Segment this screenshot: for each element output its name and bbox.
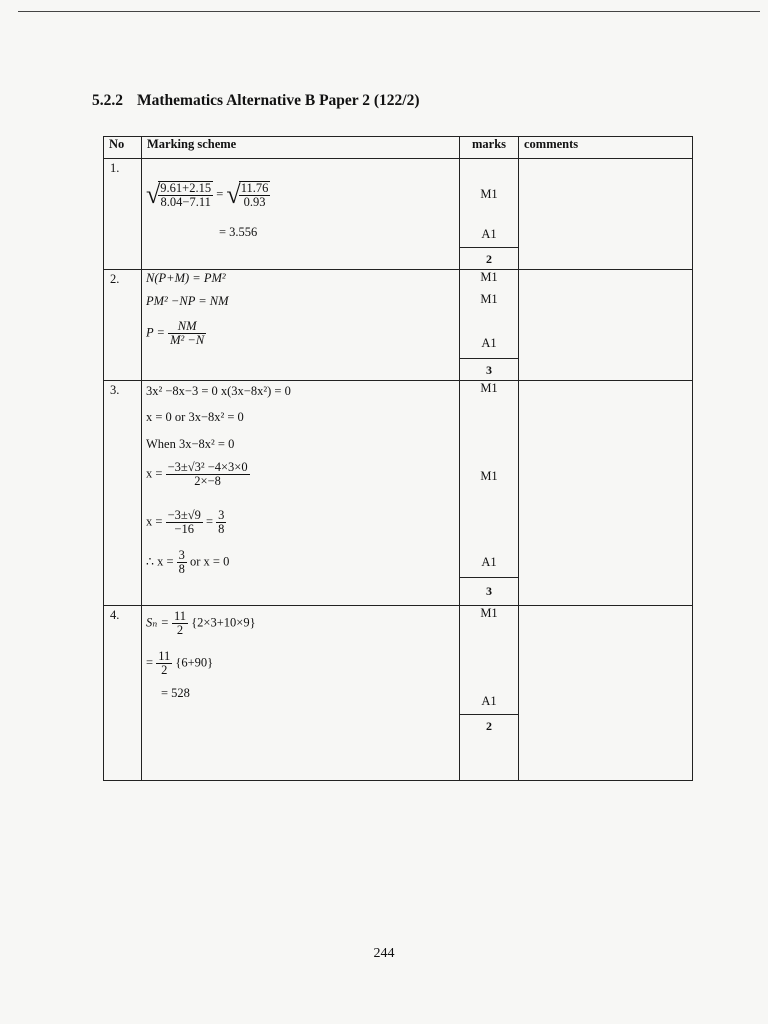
q3-r2-den: 8	[218, 522, 225, 536]
section-title: Mathematics Alternative B Paper 2 (122/2)	[137, 92, 420, 109]
q4-line1	[146, 610, 256, 637]
q2-line2: PM² −NP = NM	[146, 294, 229, 308]
q4-line3: = 528	[161, 686, 190, 700]
q3-r-lhs: x =	[146, 514, 163, 529]
q3-r-den: −16	[174, 522, 194, 536]
q3-line1: 3x² −8x−3 = 0 x(3x−8x²) = 0	[146, 384, 291, 398]
scheme-cell-4	[142, 606, 460, 781]
q3-q-den: 2×−8	[194, 474, 221, 488]
q2-p-lhs: P =	[146, 325, 165, 340]
question-number-3: 3.	[104, 381, 142, 606]
q4-l1-num: 11	[174, 609, 187, 623]
q4-l2-den: 2	[161, 663, 168, 677]
q3-line3: When 3x−8x² = 0	[146, 437, 235, 451]
question-number-4: 4.	[104, 606, 142, 781]
scheme-cell-3	[142, 381, 460, 606]
q2-mark-m1a: M1	[480, 270, 498, 284]
header-row	[104, 137, 693, 159]
q1-expression: √ $\frac{9.61+2.15}{8.04-7.11}$ = √ $\frac{11.76}{0.93}$	[146, 180, 269, 209]
q3-mark-a1: A1	[481, 555, 497, 569]
q1-frac-b-den: 0.93	[243, 195, 266, 209]
comments-cell-1	[519, 159, 693, 270]
scheme-cell-1	[142, 159, 460, 270]
question-row-4	[104, 606, 693, 781]
q2-p-den: M² −N	[170, 333, 205, 347]
q3-r2-num: 3	[218, 508, 225, 522]
q3-mark-m1b: M1	[480, 469, 498, 483]
q4-l2-num: 11	[158, 649, 171, 663]
marks-cell-1	[460, 159, 519, 270]
question-number-2: 2.	[104, 270, 142, 381]
q4-l2-lhs: =	[146, 655, 154, 670]
marks-cell-2	[460, 270, 519, 381]
header-marks: marks	[460, 137, 519, 159]
q2-p-num: NM	[168, 320, 206, 334]
q2-mark-m1b: M1	[480, 292, 498, 306]
q3-r-eq: =	[205, 514, 214, 529]
q1-equals: =	[216, 186, 224, 201]
q3-answer	[146, 549, 229, 576]
comments-cell-3	[519, 381, 693, 606]
q1-mark-m1: M1	[480, 187, 498, 201]
q4-l1-lhs: Sₙ =	[146, 615, 169, 630]
q3-q-num: −3±√3² −4×3×0	[167, 460, 248, 474]
page-number: 244	[373, 946, 395, 961]
marking-scheme-table	[103, 136, 693, 781]
q4-total: 2	[460, 714, 518, 737]
q2-mark-a1: A1	[481, 336, 497, 350]
q2-total: 3	[460, 358, 518, 381]
header-comments: comments	[519, 137, 693, 159]
q2-solution	[146, 320, 206, 347]
question-number-1: 1.	[104, 159, 142, 270]
q3-r-num: −3±√9	[167, 508, 201, 522]
q3-simplified	[146, 509, 226, 536]
top-rule	[18, 11, 760, 12]
q1-total: 2	[460, 247, 518, 270]
q1-result: = 3.556	[219, 225, 258, 239]
q2-line1: N(P+M) = PM²	[146, 271, 226, 285]
q3-s-den: 8	[178, 562, 185, 576]
q1-frac-a-num: 9.61+2.15	[160, 181, 212, 195]
q3-q-lhs: x =	[146, 466, 163, 481]
comments-cell-4	[519, 606, 693, 781]
q3-s-lhs: ∴ x =	[146, 554, 174, 569]
marks-cell-3	[460, 381, 519, 606]
q3-line2: x = 0 or 3x−8x² = 0	[146, 410, 244, 424]
scheme-cell-2	[142, 270, 460, 381]
question-row-1	[104, 159, 693, 270]
q3-total: 3	[460, 577, 518, 604]
q4-l1-rest: {2×3+10×9}	[191, 615, 256, 630]
q4-mark-m1: M1	[480, 606, 498, 620]
q3-s-rest: or x = 0	[190, 554, 230, 569]
q1-frac-b-num: 11.76	[240, 181, 269, 195]
comments-cell-2	[519, 270, 693, 381]
marks-cell-4	[460, 606, 519, 781]
section-heading	[92, 92, 420, 110]
q4-l1-den: 2	[176, 623, 184, 637]
header-scheme: Marking scheme	[142, 137, 460, 159]
section-number: 5.2.2	[92, 92, 123, 109]
q3-mark-m1a: M1	[480, 381, 498, 395]
q3-quadratic	[146, 461, 250, 488]
q4-l2-rest: {6+90}	[175, 655, 214, 670]
question-row-2	[104, 270, 693, 381]
question-row-3	[104, 381, 693, 606]
q4-line2	[146, 650, 213, 677]
q3-s-num: 3	[178, 548, 185, 562]
header-no: No	[104, 137, 142, 159]
q1-mark-a1: A1	[481, 227, 497, 241]
q4-mark-a1: A1	[481, 694, 497, 708]
q1-frac-a-den: 8.04−7.11	[160, 195, 211, 209]
